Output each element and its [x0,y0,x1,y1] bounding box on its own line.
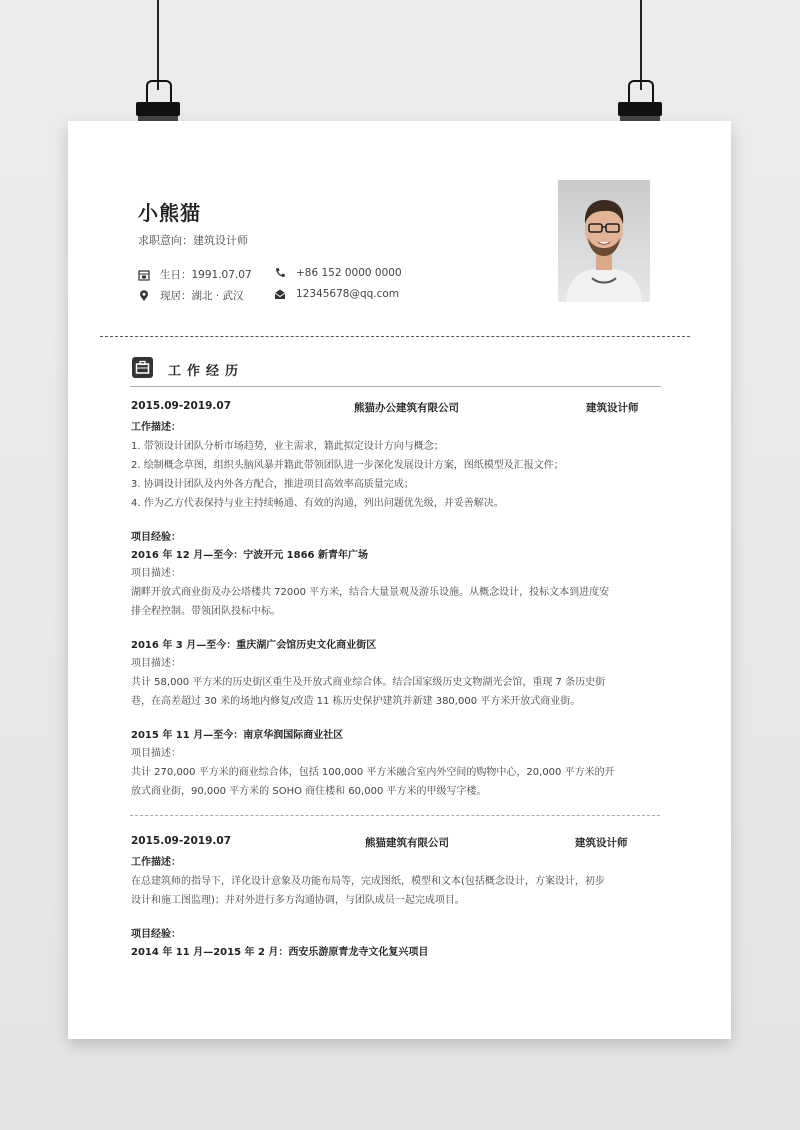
job2-projects-label: 项目经验： [131,929,181,940]
project-desc-label: 项目描述： [131,658,181,669]
portrait-illustration [558,180,650,302]
job1-title: 建筑设计师 [586,402,639,414]
location-pin-icon [138,290,150,302]
hanging-wire-right [640,0,642,90]
job2-title: 建筑设计师 [575,837,628,849]
email-text: 12345678@qq.com [296,288,400,300]
phone-info [274,267,402,279]
job1-desc-label: 工作描述： [131,422,181,433]
job2-period: 2015.09-2019.07 [131,835,232,847]
project-desc-line: 湖畔开放式商业街及办公塔楼共 72000 平方米，结合大量景观及游乐设施。从概念设计，投标文本到进度安 [131,587,610,598]
email-icon [274,288,286,300]
location-info [138,288,244,303]
list-item: 1. 带领设计团队分析市场趋势，业主需求，籍此拟定设计方向与概念； [131,441,444,452]
profile-photo [558,180,650,302]
briefcase-icon [132,357,153,378]
calendar-icon [138,269,150,281]
candidate-name: 小熊猫 [138,201,201,225]
project-desc-line: 放式商业街，90,000 平方米的 SOHO 商住楼和 60,000 平方米的甲级写字楼。 [131,786,487,797]
project-heading: 2014 年 11 月—2015 年 2 月：西安乐游原青龙寺文化复兴项目 [131,947,429,958]
project-desc-line: 巷，在高差超过 30 米的场地内修复/改造 11 栋历史保护建筑并新建 380,000 平方米开放式商业街。 [131,696,581,707]
project-desc-line: 排全程控制。带领团队投标中标。 [131,606,281,617]
birthday-text: 生日：1991.07.07 [160,269,252,281]
project-heading: 2016 年 12 月—至今：宁波开元 1866 新青年广场 [131,550,368,561]
project-heading: 2015 年 11 月—至今：南京华润国际商业社区 [131,730,344,741]
project-heading: 2016 年 3 月—至今：重庆湖广会馆历史文化商业街区 [131,640,377,651]
project-desc-label: 项目描述： [131,748,181,759]
phone-text: +86 152 0000 0000 [296,267,402,279]
job2-company: 熊猫建筑有限公司 [365,837,449,849]
birthday-info [138,267,252,282]
resume-paper [68,121,731,1039]
list-item: 3. 协调设计团队及内外各方配合，推进项目高效率高质量完成； [131,479,414,490]
location-text: 现居：湖北 · 武汉 [160,290,244,302]
job1-period: 2015.09-2019.07 [131,400,232,412]
section-title-work-experience: 工作经历 [168,364,245,379]
job-intent: 求职意向：建筑设计师 [138,234,248,247]
project-desc-line: 共计 270,000 平方米的商业综合体，包括 100,000 平方米融合室内外空间的购物中心，20,000 平方米的开 [131,767,615,778]
list-item: 4. 作为乙方代表保持与业主持续畅通、有效的沟通，列出问题优先级，并妥善解决。 [131,498,504,509]
list-item: 2. 绘制概念草图，组织头脑风暴并籍此带领团队进一步深化发展设计方案，图纸模型及汇报文件； [131,460,564,471]
email-info [274,288,399,300]
project-desc-label: 项目描述： [131,568,181,579]
job2-desc-line: 设计和施工图监理)；并对外进行多方沟通协调，与团队成员一起完成项目。 [131,895,465,906]
header-divider [100,336,690,337]
section-underline [130,386,661,387]
project-desc-line: 共计 58,000 平方米的历史街区重生及开放式商业综合体。结合国家级历史文物湖光会馆，重现 7 条历史街 [131,677,606,688]
hanging-wire-left [157,0,159,90]
job2-desc-label: 工作描述： [131,857,181,868]
phone-icon [274,267,286,279]
job1-company: 熊猫办公建筑有限公司 [354,402,459,414]
job1-projects-label: 项目经验： [131,532,181,543]
job-divider [130,815,660,816]
job2-desc-line: 在总建筑师的指导下，详化设计意象及功能布局等，完成图纸，模型和文本(包括概念设计，方案设计，初步 [131,876,605,887]
